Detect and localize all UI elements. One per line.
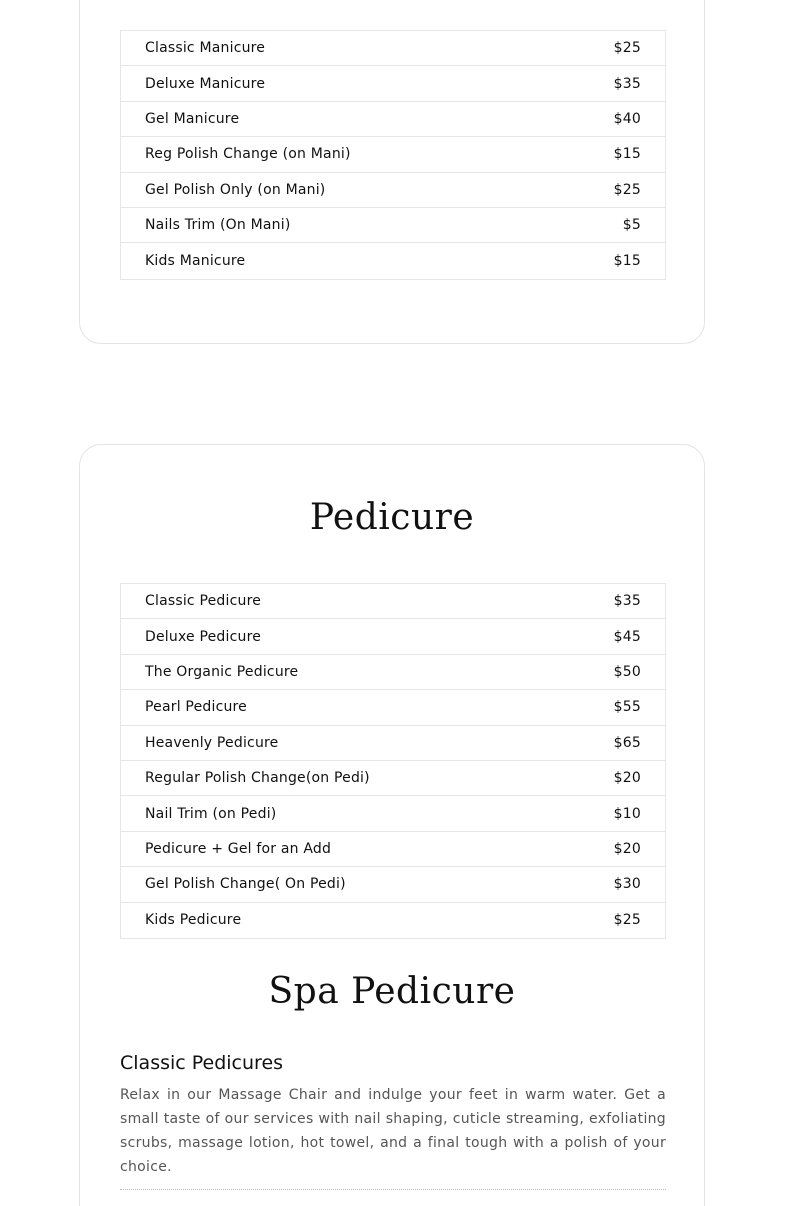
pedicure-card <box>79 444 705 1206</box>
service-price: $45 <box>613 628 641 645</box>
package-description: Relax in our Massage Chair and indulge your feet in warm water. Get a small taste of our services with nail shaping, cuticle streaming, exfoliating scrubs, massage lotion, hot towel, and a final tough with a polish of your choice. <box>120 1087 666 1175</box>
price-row <box>121 655 665 690</box>
service-name: Gel Polish Only (on Mani) <box>145 181 326 198</box>
service-price: $5 <box>622 217 641 234</box>
service-price: $40 <box>613 110 641 127</box>
section-divider <box>120 1189 666 1190</box>
price-row <box>121 832 665 867</box>
price-row <box>121 796 665 831</box>
service-name: Deluxe Pedicure <box>145 628 262 645</box>
service-price: $20 <box>613 770 641 787</box>
service-name: Pearl Pedicure <box>145 699 247 716</box>
service-name: Gel Polish Change( On Pedi) <box>145 876 346 893</box>
service-name: Deluxe Manicure <box>145 75 266 92</box>
package-heading: Classic Pedicures <box>120 1052 284 1074</box>
price-row <box>121 619 665 654</box>
service-name: Classic Pedicure <box>145 593 262 610</box>
service-price: $35 <box>613 593 641 610</box>
service-name: Kids Pedicure <box>145 912 242 929</box>
pedicure-price-table <box>120 583 666 939</box>
service-price: $25 <box>613 40 641 57</box>
price-row <box>121 173 665 208</box>
service-price: $30 <box>613 876 641 893</box>
service-name: Nail Trim (on Pedi) <box>145 805 277 822</box>
service-name: Regular Polish Change(on Pedi) <box>145 770 370 787</box>
service-name: Kids Manicure <box>145 253 246 270</box>
manicure-card <box>79 0 705 344</box>
service-price: $15 <box>613 146 641 163</box>
service-name: Classic Manicure <box>145 40 266 57</box>
price-row <box>121 761 665 796</box>
price-row <box>121 690 665 725</box>
price-row <box>121 137 665 172</box>
service-name: The Organic Pedicure <box>145 663 299 680</box>
spa-pedicure-title: Spa Pedicure <box>268 971 516 1012</box>
price-row <box>121 584 665 619</box>
service-price: $20 <box>613 840 641 857</box>
service-name: Gel Manicure <box>145 110 240 127</box>
price-row <box>121 102 665 137</box>
service-price: $65 <box>613 734 641 751</box>
pedicure-title: Pedicure <box>309 497 475 538</box>
price-row <box>121 66 665 101</box>
service-price: $25 <box>613 912 641 929</box>
price-row <box>121 31 665 66</box>
service-name: Nails Trim (On Mani) <box>145 217 291 234</box>
price-row <box>121 208 665 243</box>
service-price: $50 <box>613 663 641 680</box>
service-name: Pedicure + Gel for an Add <box>145 840 332 857</box>
manicure-price-table <box>120 30 666 280</box>
service-price: $25 <box>613 181 641 198</box>
service-price: $55 <box>613 699 641 716</box>
price-row <box>121 903 665 938</box>
price-row <box>121 726 665 761</box>
price-row <box>121 867 665 902</box>
price-row <box>121 243 665 278</box>
service-name: Heavenly Pedicure <box>145 734 279 751</box>
service-price: $10 <box>613 805 641 822</box>
service-name: Reg Polish Change (on Mani) <box>145 146 351 163</box>
service-price: $35 <box>613 75 641 92</box>
service-price: $15 <box>613 253 641 270</box>
